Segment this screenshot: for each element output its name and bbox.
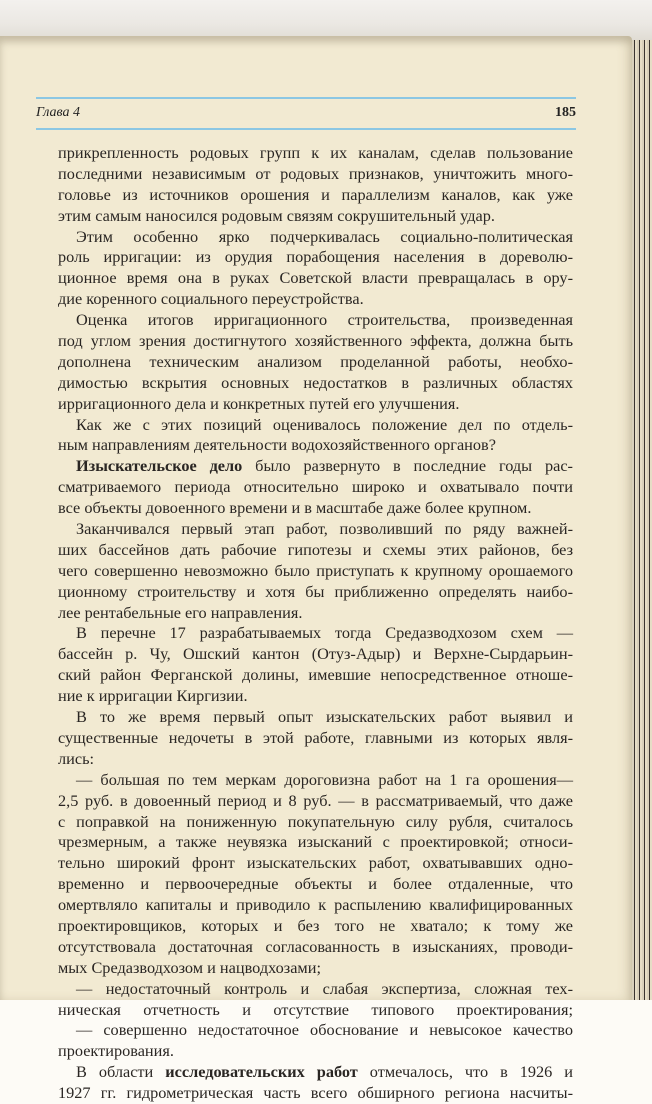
line-text: омертвляло капиталы и приводило к распылению квалифицированных [58, 895, 573, 915]
line-text: — большая по тем меркам дороговизна работ на 1 га орошения— [76, 769, 573, 789]
line-text: под углом зрения достигнутого хозяйственного эффекта, должна быть [58, 331, 573, 351]
line-text: — недостаточный контроль и слабая экспертиза, сложная тех- [76, 978, 573, 998]
line-text: проектирования. [58, 1041, 174, 1061]
header-rule-bottom [36, 128, 576, 130]
header-rule-top [36, 97, 576, 99]
line-text: отсутствовала достаточная согласованность в изысканиях, проводи- [58, 936, 573, 956]
text-line [58, 331, 573, 352]
text-line [58, 832, 573, 853]
bold-term: Изыскательское дело [76, 456, 243, 476]
text-line [58, 456, 573, 477]
text-line [58, 1000, 573, 1021]
text-line [58, 373, 573, 394]
line-text: лись: [58, 748, 95, 768]
text-line [58, 415, 573, 436]
line-text: Заканчивался первый этап работ, позволивший по ряду важней- [76, 519, 573, 539]
text-line [58, 1020, 573, 1041]
text-line [58, 1083, 573, 1104]
line-text: ших бассейнов дать рабочие гипотезы и схемы этих районов, без [58, 539, 573, 559]
line-text: В перечне 17 разрабатываемых тогда Средазводхозом схем — [76, 623, 573, 643]
line-text: бассейн р. Чу, Ошский кантон (Отуз-Адыр) и Верхне-Сырдарьин- [58, 644, 573, 664]
text-line [58, 749, 573, 770]
text-line [58, 582, 573, 603]
line-text: ным направлениям деятельности водохозяйственного органов? [58, 435, 496, 455]
text-line [58, 853, 573, 874]
bold-term: исследовательских работ [165, 1062, 358, 1082]
page-number: 185 [555, 105, 576, 120]
line-text: ирригационного дела и конкретных путей его улучшения. [58, 393, 460, 413]
line-text: — совершенно недостаточное обоснование и невысокое качество [76, 1020, 573, 1040]
text-line [58, 519, 573, 540]
text-line [58, 770, 573, 791]
text-line [58, 874, 573, 895]
line-text: ционному строительству и хотя бы приближенно определять наибо- [58, 581, 573, 601]
text-line [58, 644, 573, 665]
line-text: отмечалось, что в 1926 и [357, 1062, 573, 1082]
line-text: ский район Ферганской долины, имевшие непосредственное отноше- [58, 665, 573, 685]
text-line [58, 227, 573, 248]
text-line [58, 623, 573, 644]
text-line [58, 895, 573, 916]
line-text: 2,5 руб. в довоенный период и 8 руб. — в рассматриваемый, что даже [58, 790, 573, 810]
text-line [58, 394, 573, 415]
line-text: временно и первоочередные объекты и более отдаленные, что [58, 874, 573, 894]
text-line [58, 498, 573, 519]
text-line [58, 686, 573, 707]
line-text: В то же время первый опыт изыскательских работ выявил и [76, 707, 573, 727]
line-text: прикрепленность родовых групп к их каналам, сделав пользование [58, 143, 573, 162]
text-line [58, 561, 573, 582]
text-line [58, 540, 573, 561]
line-text: мых Средазводхозом и нацводхозами; [58, 957, 321, 977]
text-line [58, 268, 573, 289]
text-line [58, 728, 573, 749]
line-text: 1927 гг. гидрометрическая часть всего обширного региона насчиты- [58, 1083, 573, 1103]
line-text: ние к ирригации Киргизии. [58, 686, 248, 706]
chapter-title: Глава 4 [36, 105, 80, 120]
line-text: чрезмерным, а также неувязка изысканий с проектировкой; относи- [58, 832, 573, 852]
line-text: роль ирригации: из орудия порабощения населения в дореволю- [58, 247, 573, 267]
text-line [58, 164, 573, 185]
text-line [58, 1041, 573, 1062]
page-edges [632, 40, 652, 1000]
line-text: проектировщиков, которых и без того не хватало; к тому же [58, 915, 573, 935]
text-line [58, 143, 573, 164]
text-line [58, 791, 573, 812]
text-line [58, 979, 573, 1000]
text-line [58, 937, 573, 958]
line-text: димостью вскрытия основных недостатков в различных областях [58, 372, 573, 392]
text-line [58, 289, 573, 310]
text-line [58, 707, 573, 728]
body-text [58, 143, 573, 1104]
line-text: чего совершенно невозможно было приступать к крупному орошаемого [58, 560, 573, 580]
line-text: последними независимым от родовых признаков, уничтожить много- [58, 163, 573, 183]
text-line [58, 603, 573, 624]
text-line [58, 916, 573, 937]
line-text: все объекты довоенного времени и в масштабе даже более крупном. [58, 498, 532, 518]
line-text: Этим особенно ярко подчеркивалась социально-политическая [76, 226, 573, 246]
line-text: было развернуто в последние годы рас- [242, 456, 573, 476]
line-text: дие коренного социального переустройства. [58, 289, 364, 309]
line-text: Оценка итогов ирригационного строительства, произведенная [76, 310, 573, 330]
text-line [58, 435, 573, 456]
text-line [58, 812, 573, 833]
line-text: этим самым наносился родовым связям сокрушительный удар. [58, 205, 495, 225]
text-line [58, 206, 573, 227]
text-line [58, 185, 573, 206]
line-text: дополнена техническим анализом проделанной работы, необхо- [58, 351, 573, 371]
running-header [36, 103, 576, 127]
text-line [58, 477, 573, 498]
line-text: тельно широкий фронт изыскательских работ, охватывавших одно- [58, 853, 573, 873]
text-line [58, 665, 573, 686]
line-text: сматриваемого периода относительно широко и охватывало почти [58, 477, 573, 497]
line-text: В области [76, 1062, 166, 1082]
line-text: ническая отчетность и отсутствие типового проектирования; [58, 999, 573, 1019]
text-line [58, 958, 573, 979]
text-line [58, 352, 573, 373]
line-text: с поправкой на пониженную покупательную силу рубля, считалось [58, 811, 573, 831]
text-line [58, 1062, 573, 1083]
line-text: Как же с этих позиций оценивалось положение дел по отдель- [76, 414, 573, 434]
text-line [58, 247, 573, 268]
line-text: существенные недочеты в этой работе, главными из которых явля- [58, 727, 573, 747]
line-text: лее рентабельные его направления. [58, 602, 303, 622]
scan-background [0, 0, 652, 40]
line-text: ционное время она в руках Советской власти превращалась в ору- [58, 268, 573, 288]
line-text: головье из источников орошения и параллелизм каналов, как уже [58, 184, 573, 204]
text-line [58, 310, 573, 331]
